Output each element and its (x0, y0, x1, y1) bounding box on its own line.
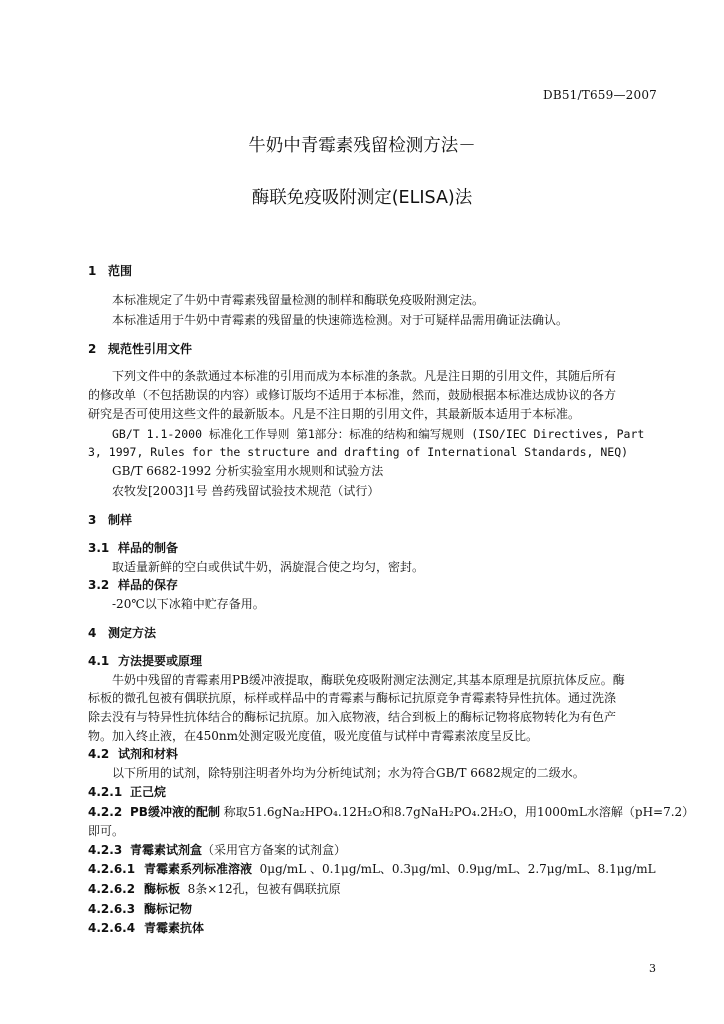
reference-item-continued: 3, 1997, Rules for the structure and drafting of International Standards, NEQ) (88, 445, 629, 459)
section-3-heading (88, 513, 132, 528)
paragraph-line: 的修改单（不包括勘误的内容）或修订版均不适用于本标准，然而，鼓励根据本标准达成协议的各方 (88, 388, 617, 402)
paragraph: 本标准适用于牛奶中青霉素的残留量的快速筛选检测。对于可疑样品需用确证法确认。 (112, 313, 569, 327)
clause: 4.2.6.2 酶标板 8条×12孔，包被有偶联抗原 (88, 882, 341, 896)
clause-continued: 即可。 (88, 824, 125, 838)
paragraph: 本标准规定了牛奶中青霉素残留量检测的制样和酶联免疫吸附测定法。 (112, 293, 485, 307)
paragraph: 以下所用的试剂，除特别注明者外均为分析纯试剂；水为符合GB/T 6682规定的二级水。 (112, 766, 585, 780)
clause: 4.2.6.4 青霉素抗体 (88, 921, 205, 935)
clause: 4.2.6.3 酶标记物 (88, 902, 193, 916)
paragraph-line: 下列文件中的条款通过本标准的引用而成为本标准的条款。凡是注日期的引用文件，其随后所有 (112, 369, 617, 383)
section-number: 1 (88, 264, 97, 278)
subsection-heading: 3.2 样品的保存 (88, 578, 179, 592)
subsection-heading: 4.1 方法提要或原理 (88, 654, 203, 668)
clause: 4.2.3 青霉素试剂盒（采用官方备案的试剂盒） (88, 843, 347, 857)
paragraph-line: 物。加入终止液，在450nm处测定吸光度值，吸光度值与试样中青霉素浓度呈反比。 (88, 729, 539, 743)
section-number: 4 (88, 626, 97, 640)
reference-item: 农牧发[2003]1号 兽药残留试验技术规范（试行） (112, 484, 380, 498)
page-number: 3 (649, 962, 656, 975)
clause: 4.2.2 PB缓冲液的配制 称取51.6gNa₂HPO₄.12H₂O和8.7gNaH₂PO₄.2H₂O，用1000mL水溶解（pH=7.2） (88, 805, 695, 819)
section-number: 3 (88, 513, 97, 527)
section-4-heading (88, 626, 156, 641)
reference-item: GB/T 6682-1992 分析实验室用水规则和试验方法 (112, 464, 384, 478)
section-number: 2 (88, 342, 97, 356)
section-1-heading (88, 264, 132, 279)
paragraph: 取适量新鲜的空白或供试牛奶，涡旋混合使之均匀，密封。 (112, 560, 425, 574)
reference-item: GB/T 1.1-2000 标准化工作导则 第1部分：标准的结构和编写规则 (ISO/IEC Directives, Part (112, 427, 645, 441)
paragraph-line: 牛奶中残留的青霉素用PB缓冲液提取，酶联免疫吸附测定法测定,其基本原理是抗原抗体反应。酶 (112, 673, 625, 687)
paragraph: -20℃以下冰箱中贮存备用。 (112, 597, 265, 611)
clause-heading: 4.2.1 正己烷 (88, 785, 167, 799)
paragraph-line: 研究是否可使用这些文件的最新版本。凡是不注日期的引用文件，其最新版本适用于本标准。 (88, 407, 581, 421)
section-title: 测定方法 (108, 626, 157, 640)
document-title-line2: 酶联免疫吸附测定(ELISA)法 (251, 188, 473, 208)
section-title: 制样 (108, 513, 133, 527)
section-title: 规范性引用文件 (108, 342, 193, 356)
section-title: 范围 (108, 264, 133, 278)
paragraph-line: 除去没有与特异性抗体结合的酶标记抗原。加入底物液，结合到板上的酶标记物将底物转化为有色产 (88, 710, 617, 724)
subsection-heading: 3.1 样品的制备 (88, 541, 179, 555)
clause: 4.2.6.1 青霉素系列标准溶液 0μg/mL 、0.1μg/mL、0.3μg/ml、0.9μg/mL、2.7μg/mL、8.1μg/mL (88, 862, 656, 876)
section-2-heading (88, 342, 192, 357)
subsection-heading: 4.2 试剂和材料 (88, 747, 179, 761)
paragraph-line: 标板的微孔包被有偶联抗原，标样或样品中的青霉素与酶标记抗原竞争青霉素特异性抗体。通过洗涤 (88, 691, 617, 705)
standard-code: DB51/T659—2007 (543, 88, 657, 102)
document-title-line1: 牛奶中青霉素残留检测方法－ (248, 136, 476, 156)
